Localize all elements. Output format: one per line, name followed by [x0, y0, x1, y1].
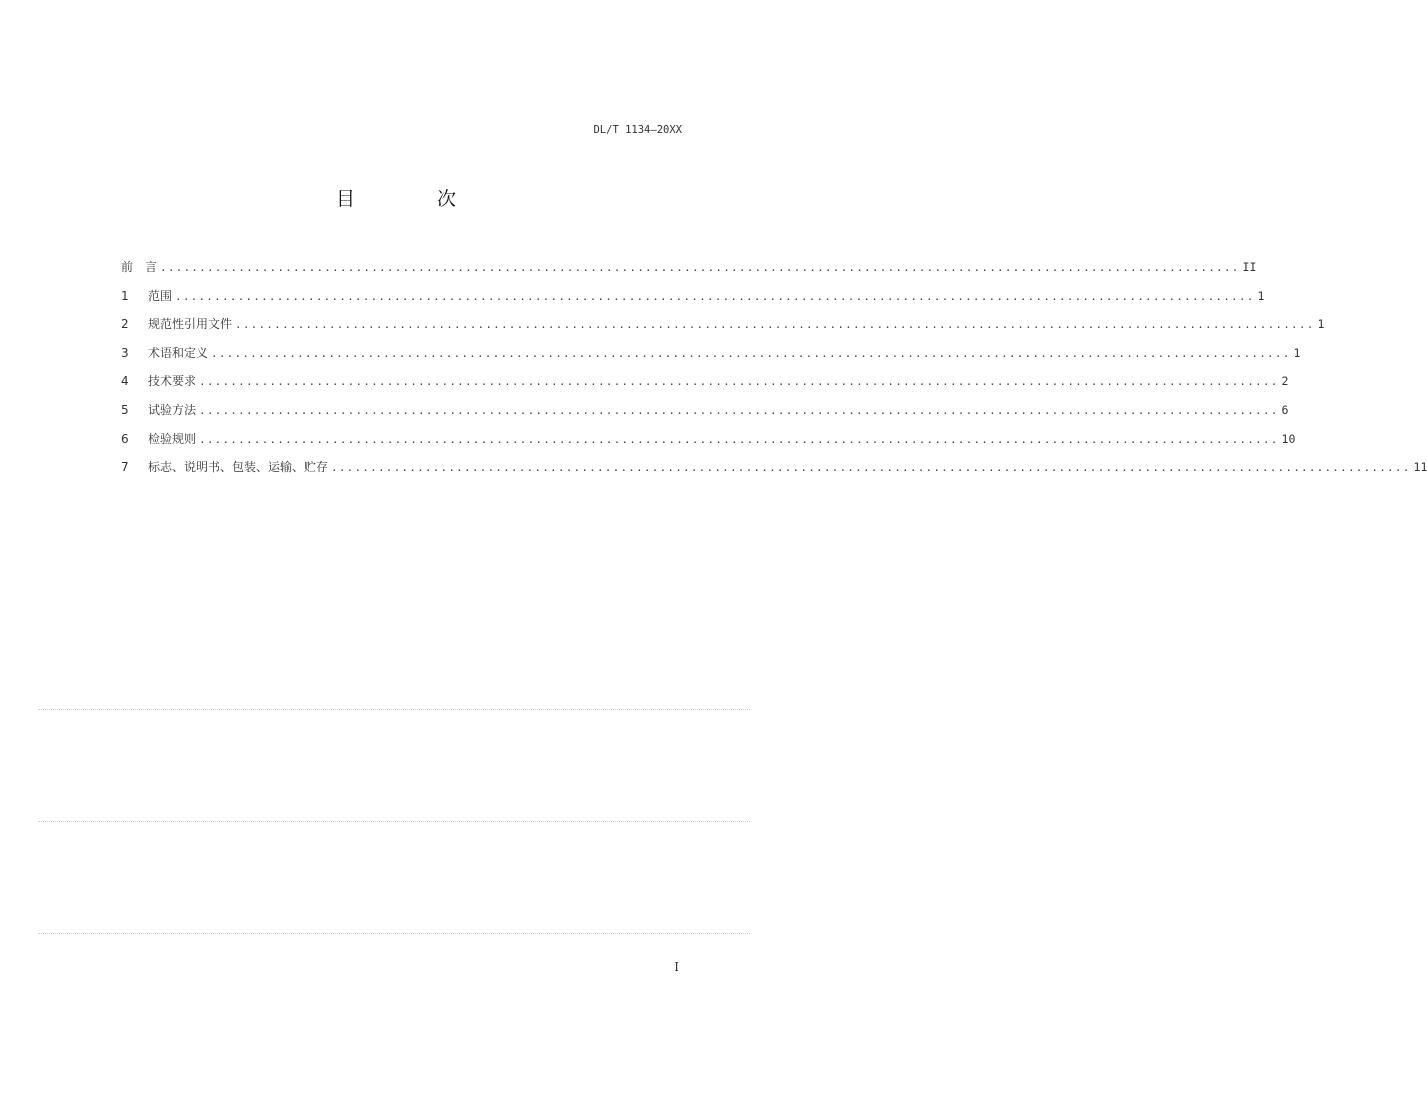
- toc-entry-number: 1: [121, 288, 129, 303]
- toc-entry-label: 前 言: [121, 260, 158, 274]
- toc-entry-marking-packaging[interactable]: [121, 458, 1427, 487]
- toc-page-number: 1: [1317, 317, 1325, 332]
- toc-dot-leader: ..........................................................................................................................................: [199, 375, 1279, 389]
- dotted-guide-line: [38, 709, 750, 710]
- toc-dot-leader: ..........................................................................................................................................: [199, 403, 1279, 417]
- table-of-contents: [121, 258, 1427, 487]
- toc-entry-number: 5: [121, 402, 129, 417]
- dotted-guide-line: [38, 933, 750, 934]
- toc-entry-number: 4: [121, 374, 129, 389]
- toc-entry-number: 7: [121, 460, 129, 475]
- toc-entry-terms-definitions[interactable]: [121, 344, 1301, 373]
- toc-entry-label: 技术要求: [148, 374, 197, 389]
- toc-entry-technical-requirements[interactable]: [121, 372, 1289, 401]
- toc-title: 目 次: [335, 188, 495, 210]
- toc-dot-leader: ..........................................................................................................................................: [211, 346, 1291, 360]
- toc-entry-number: 6: [121, 431, 129, 446]
- toc-entry-label: 检验规则: [148, 431, 197, 446]
- toc-page-number: 6: [1281, 402, 1289, 417]
- dotted-guide-line: [38, 821, 750, 822]
- toc-entry-label: 术语和定义: [148, 345, 209, 360]
- toc-page-number: 11: [1413, 460, 1427, 475]
- toc-dot-leader: ..........................................................................................................................................: [235, 318, 1315, 332]
- toc-entry-scope[interactable]: [121, 287, 1265, 316]
- page-number: I: [674, 960, 679, 974]
- toc-dot-leader: ..........................................................................................................................................: [160, 261, 1240, 274]
- toc-entry-label: 标志、说明书、包装、运输、贮存: [148, 460, 329, 475]
- toc-entry-inspection-rules[interactable]: [121, 430, 1296, 459]
- document-code: DL/T 1134—20XX: [593, 124, 682, 136]
- toc-dot-leader: ..........................................................................................................................................: [199, 432, 1279, 446]
- toc-entry-label: 规范性引用文件: [148, 317, 233, 332]
- toc-page-number: 1: [1257, 288, 1265, 303]
- toc-page-number: 2: [1281, 374, 1289, 389]
- toc-page-number: 10: [1281, 431, 1296, 446]
- toc-entry-foreword[interactable]: [121, 258, 1257, 287]
- toc-entry-test-methods[interactable]: [121, 401, 1289, 430]
- toc-entry-number: 3: [121, 345, 129, 360]
- toc-page-number: 1: [1293, 345, 1301, 360]
- toc-dot-leader: ..........................................................................................................................................: [331, 461, 1411, 475]
- toc-entry-normative-references[interactable]: [121, 315, 1325, 344]
- toc-entry-label: 试验方法: [148, 402, 197, 417]
- toc-dot-leader: ..........................................................................................................................................: [175, 289, 1255, 303]
- toc-entry-number: 2: [121, 317, 129, 332]
- toc-page-number: II: [1242, 260, 1257, 274]
- toc-entry-label: 范围: [148, 288, 173, 303]
